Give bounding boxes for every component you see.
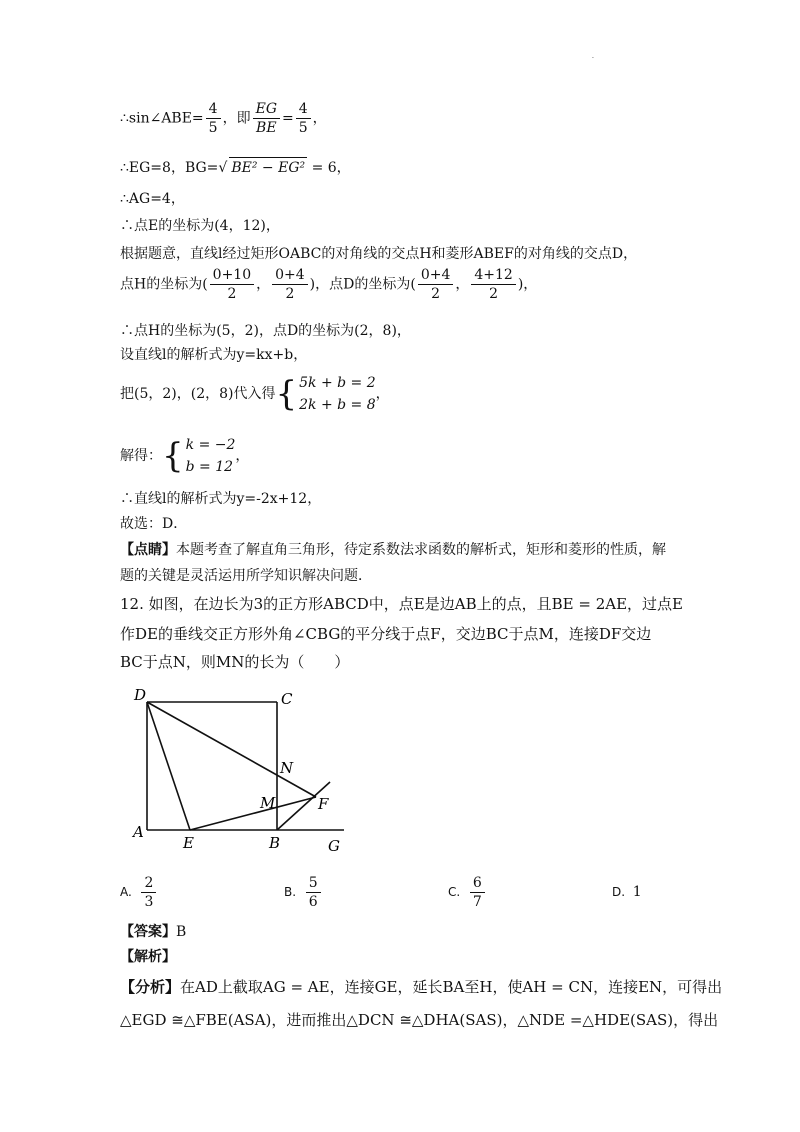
comma: ， [455,276,470,293]
problem-12-line-3: BC于点N，则MN的长为（ ） [120,653,350,671]
segment-df [147,702,316,797]
label-a: A [133,823,144,841]
analysis-line-2: △EGD ≅△FBE(ASA)，进而推出△DCN ≅△DHA(SAS)，△NDE =△HDE(SAS)，得出 [120,1011,719,1029]
line-solution [120,434,249,478]
fraction-4-5: $\frac{4}{5}$ [206,100,221,137]
equals: = [282,110,294,127]
comment-text: 本题考查了解直角三角形，待定系数法求函数的解析式，矩形和菱形的性质，解 [176,542,666,558]
line-set-l: 设直线l的解析式为y=kx+b， [120,347,308,363]
label-b: B [269,834,281,852]
label-m: M [260,794,276,812]
text-sin: ∴sin∠ABE= [120,110,204,127]
option-d: D. 1 [612,884,642,900]
page-mark: · [592,55,594,62]
fraction-h-y: $\frac{0+4}{2}$ [272,266,308,303]
text-h: 点H的坐标为( [120,276,208,293]
text-substitute: 把(5，2)，(2，8)代入得 [120,386,276,402]
problem-12-line-1: 12. 如图，在边长为3的正方形ABCD中，点E是边AB上的点，且BE = 2AE，过点E [120,595,683,613]
problem-12-line-2: 作DE的垂线交正方形外角∠CBG的平分线于点F，交边BC于点M，连接DF交边 [120,625,652,643]
analysis-tag-line [120,947,176,967]
fraction-4-5b: $\frac{4}{5}$ [296,100,311,137]
option-a: A. $\frac{2}{3}$ [120,874,158,911]
sqrt-expression: BE² − EG² [229,157,307,178]
comma: ， [235,448,250,464]
text-d: )，点D的坐标为( [309,276,416,293]
brace: { [275,374,298,414]
option-b: B. $\frac{5}{6}$ [284,874,323,911]
line-according: 根据题意，直线l经过矩形OABC的对角线的交点H和菱形ABEF的对角线的交点D， [120,246,638,262]
solution-system: k = −2 b = 12 [185,437,236,475]
segment-ef [190,797,316,830]
line-ag: ∴AG=4， [120,191,185,207]
fraction-h-x: $\frac{0+10}{2}$ [210,266,254,303]
line-result: ∴直线l的解析式为y=-2x+12， [120,491,322,507]
text-eg-bg: ∴EG=8，BG= [120,160,219,176]
label-n: N [280,759,294,777]
line-comment-2: 题的关键是灵活运用所学知识解决问题． [120,568,372,584]
comma: ， [375,386,390,402]
line-h-d: ∴点H的坐标为(5，2)，点D的坐标为(2，8)， [120,323,411,339]
label-c: C [281,690,293,708]
line-eg-bg: ∴EG=8，BG=√ BE² − EG² = 6， [120,157,351,178]
label-g: G [328,837,340,855]
text-equals-6: = 6， [311,160,351,176]
option-c: C. $\frac{6}{7}$ [448,874,487,911]
line-sin-abe [120,100,327,137]
line-comment [120,540,666,560]
comma: )， [517,276,538,293]
line-point-h-coords [120,266,537,303]
line-point-e: ∴点E的坐标为(4，12)， [120,218,280,234]
fenxi-text-1: 在AD上截取AG = AE，连接GE，延长BA至H，使AH = CN，连接EN，可得出 [180,978,723,996]
comma: ， [312,110,327,127]
fraction-d-x: $\frac{0+4}{2}$ [418,266,454,303]
answer-value: B [176,924,187,940]
equation-system: 5k + b = 2 2k + b = 8 [299,375,376,413]
fraction-d-y: $\frac{4+12}{2}$ [471,266,515,303]
geometry-figure [120,680,360,855]
comment-tag: 【点睛】 [120,542,176,558]
label-d: D [134,686,147,704]
line-substitute [120,372,390,416]
fenxi-tag: 【分析】 [120,978,181,996]
analysis-tag: 【解析】 [120,949,176,965]
brace: { [162,436,184,476]
comma: ， [256,276,271,293]
text-solve: 解得： [120,448,162,464]
fraction-eg-be: $\frac{EG}{BE}$ [253,100,280,137]
text-ji: ，即 [222,110,251,127]
label-f: F [318,795,329,813]
answer-line [120,922,186,942]
label-e: E [183,834,194,852]
line-choose: 故选：D． [120,516,188,532]
answer-tag: 【答案】 [120,924,176,940]
segment-de [147,702,190,830]
analysis-line-1 [120,977,722,997]
